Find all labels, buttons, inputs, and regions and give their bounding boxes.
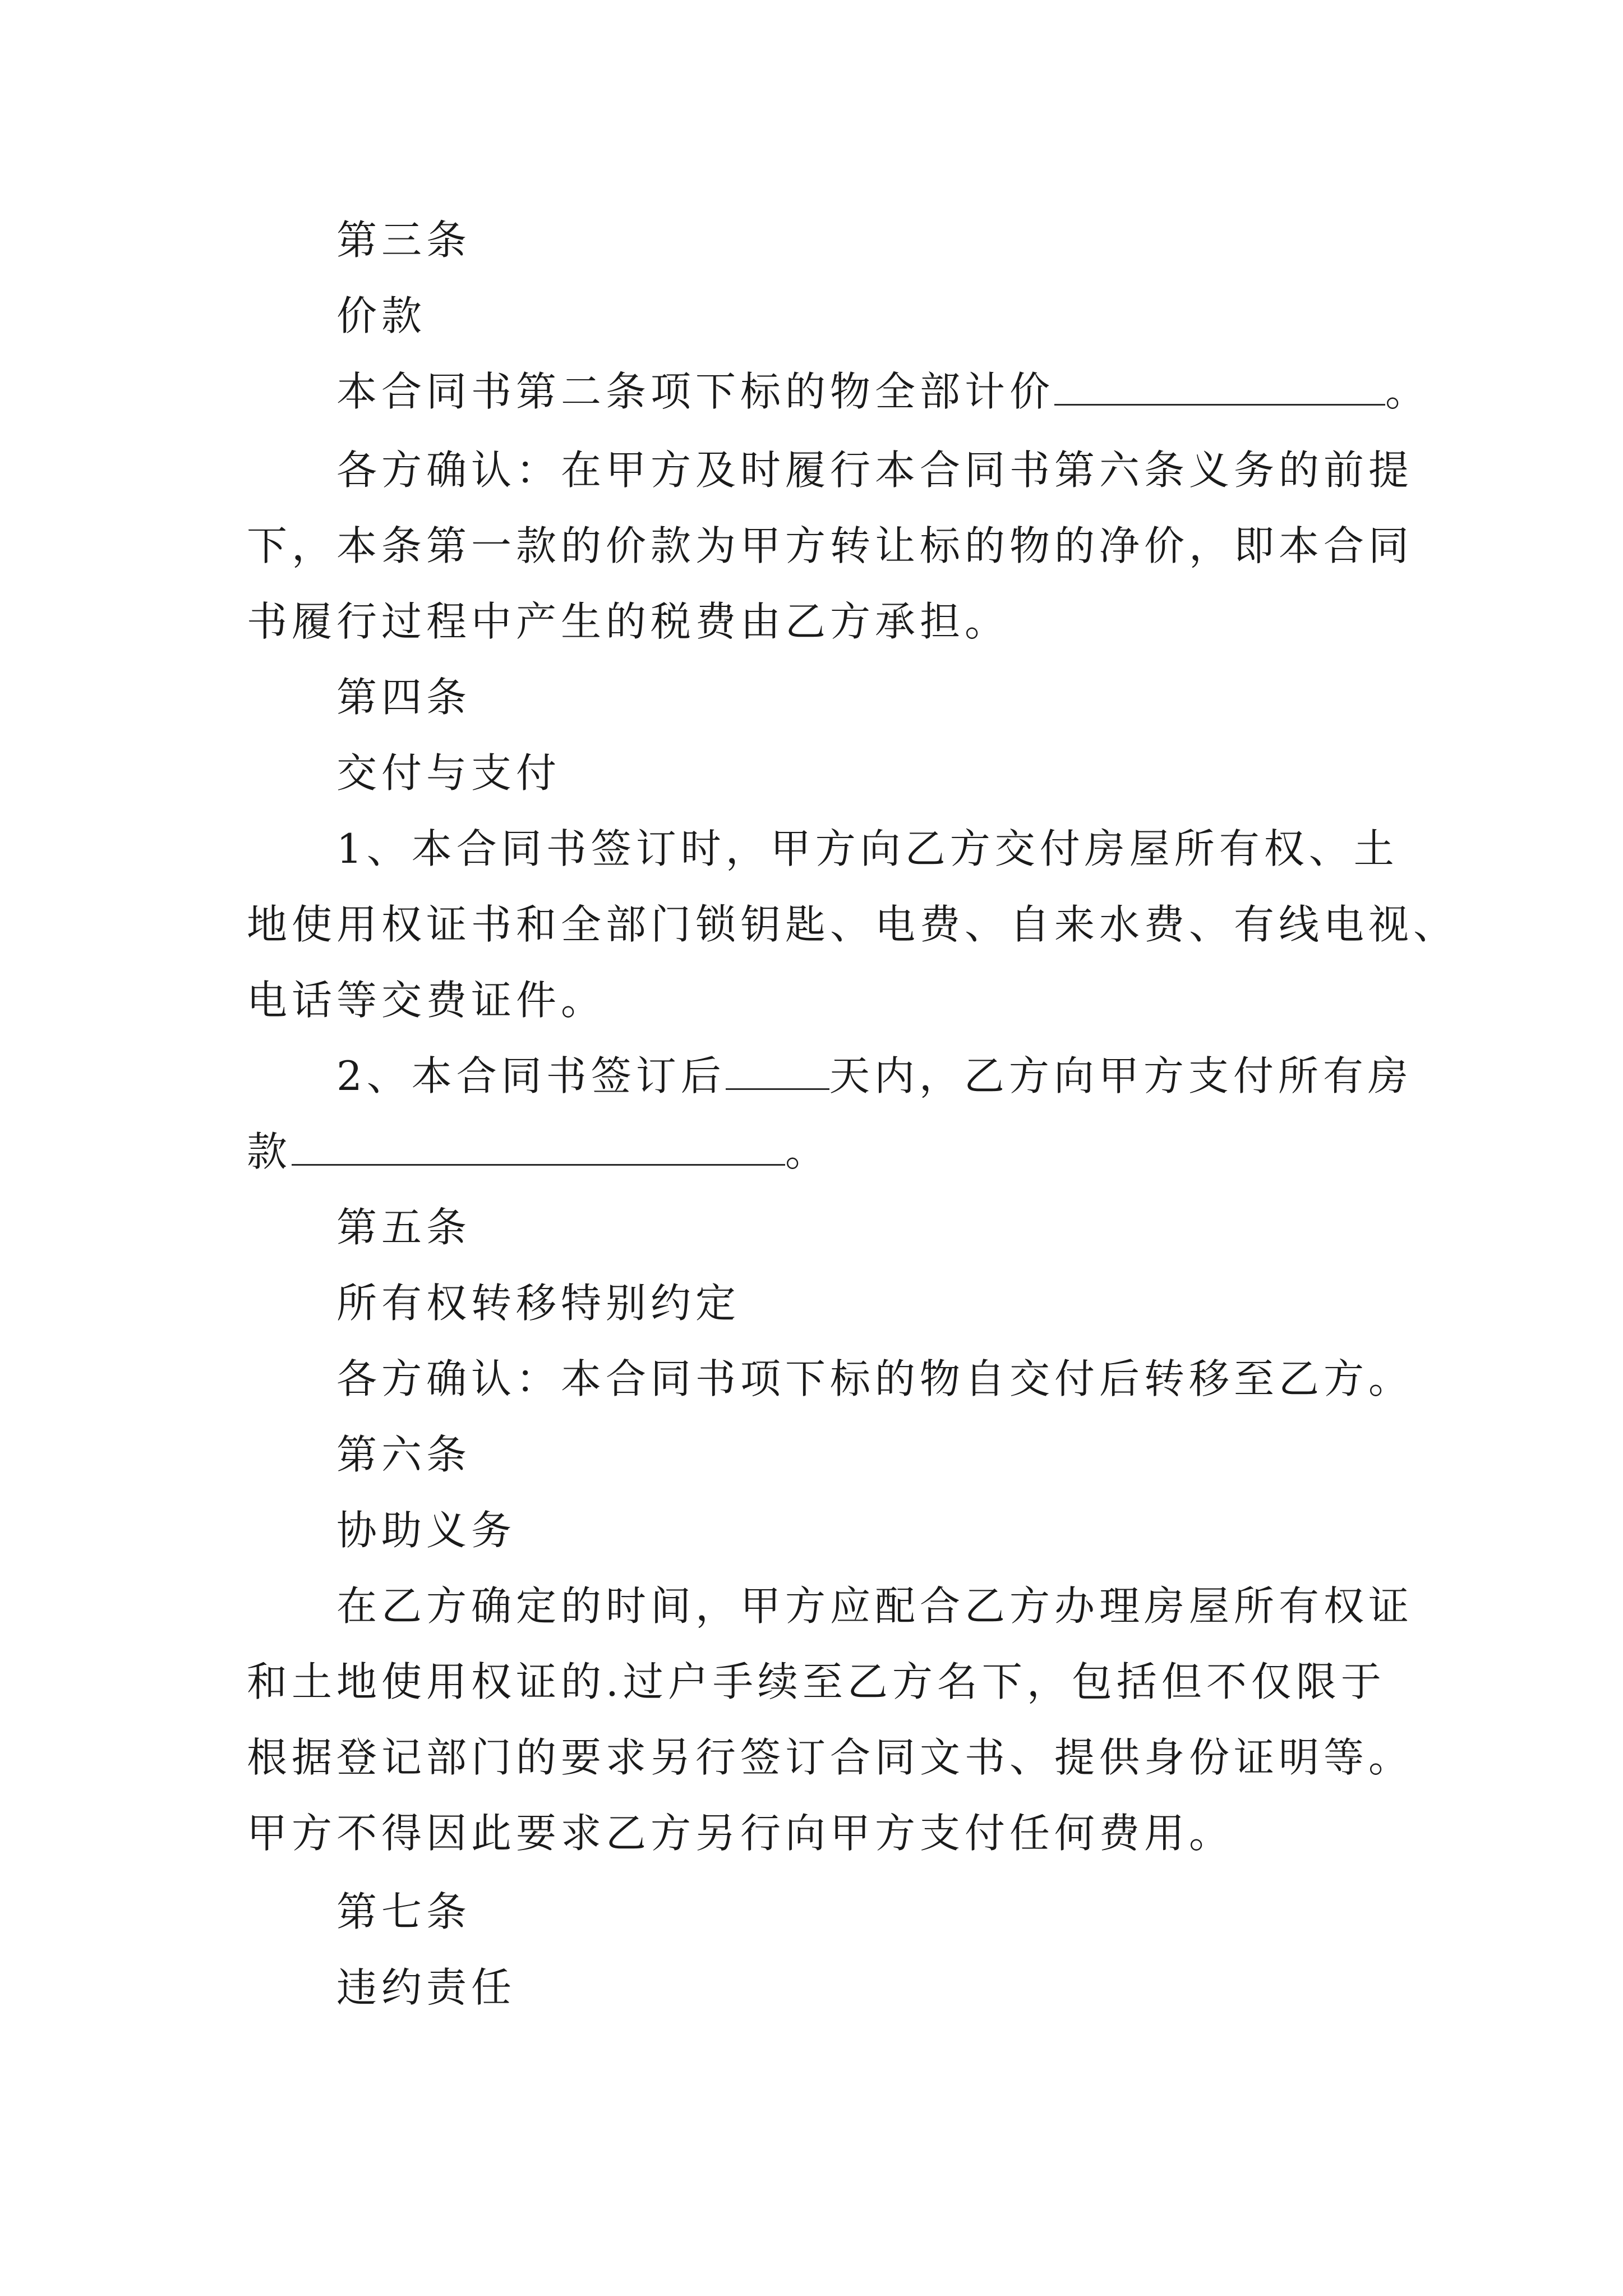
article-3-title: 价款: [336, 292, 427, 339]
article-5-title: 所有权转移特别约定: [336, 1280, 741, 1327]
article-4-paragraph-2-line-1-b: 天内，乙方向甲方支付所有房: [829, 1052, 1413, 1099]
article-3-paragraph-2-line-3: 书履行过程中产生的税费由乙方承担。: [247, 598, 1010, 645]
article-4-paragraph-2-line-2-b: 。: [785, 1128, 831, 1175]
article-7-title: 违约责任: [336, 1964, 517, 2011]
article-4-paragraph-2-line-1: [336, 1049, 1413, 1103]
days-blank: [726, 1052, 829, 1090]
article-6-title: 协助义务: [336, 1507, 517, 1554]
price-blank: [1054, 368, 1385, 406]
article-3-paragraph-1-text: 本合同书第二条项下标的物全部计价: [336, 368, 1055, 415]
article-4-heading: 第四条: [336, 674, 472, 721]
article-6-paragraph-1-line-3: 根据登记部门的要求另行签订合同文书、提供身份证明等。: [247, 1734, 1414, 1781]
article-3-heading: 第三条: [336, 217, 472, 264]
article-7-heading: 第七条: [336, 1888, 472, 1935]
article-6-paragraph-1-line-1: 在乙方确定的时间，甲方应配合乙方办理房屋所有权证: [336, 1582, 1414, 1630]
article-5-heading: 第五条: [336, 1204, 472, 1251]
article-4-paragraph-2-line-2: [247, 1125, 830, 1179]
article-6-paragraph-1-line-4: 甲方不得因此要求乙方另行向甲方支付任何费用。: [247, 1810, 1234, 1857]
article-6-heading: 第六条: [336, 1431, 472, 1478]
payment-amount-blank: [292, 1128, 785, 1166]
article-4-title: 交付与支付: [336, 749, 561, 797]
article-3-paragraph-2-line-1: 各方确认：在甲方及时履行本合同书第六条义务的前提: [336, 447, 1414, 494]
article-3-paragraph-1: [336, 365, 1430, 418]
article-3-paragraph-2-line-2: 下，本条第一款的价款为甲方转让标的物的净价，即本合同: [247, 522, 1414, 569]
article-4-paragraph-1-line-2: 地使用权证书和全部门锁钥匙、电费、自来水费、有线电视、: [247, 901, 1459, 948]
article-4-paragraph-1-line-1: 1、本合同书签订时，甲方向乙方交付房屋所有权、土: [336, 825, 1399, 872]
article-6-paragraph-1-line-2: 和土地使用权证的.过户手续至乙方名下，包括但不仅限于: [247, 1658, 1386, 1705]
article-4-paragraph-2-line-2-a: 款: [247, 1128, 292, 1175]
article-5-paragraph-1: 各方确认：本合同书项下标的物自交付后转移至乙方。: [336, 1355, 1414, 1402]
article-4-paragraph-1-line-3: 电话等交费证件。: [247, 977, 606, 1024]
article-4-paragraph-2-line-1-a: 2、本合同书签订后: [336, 1052, 726, 1099]
article-3-paragraph-1-end: 。: [1385, 368, 1431, 415]
